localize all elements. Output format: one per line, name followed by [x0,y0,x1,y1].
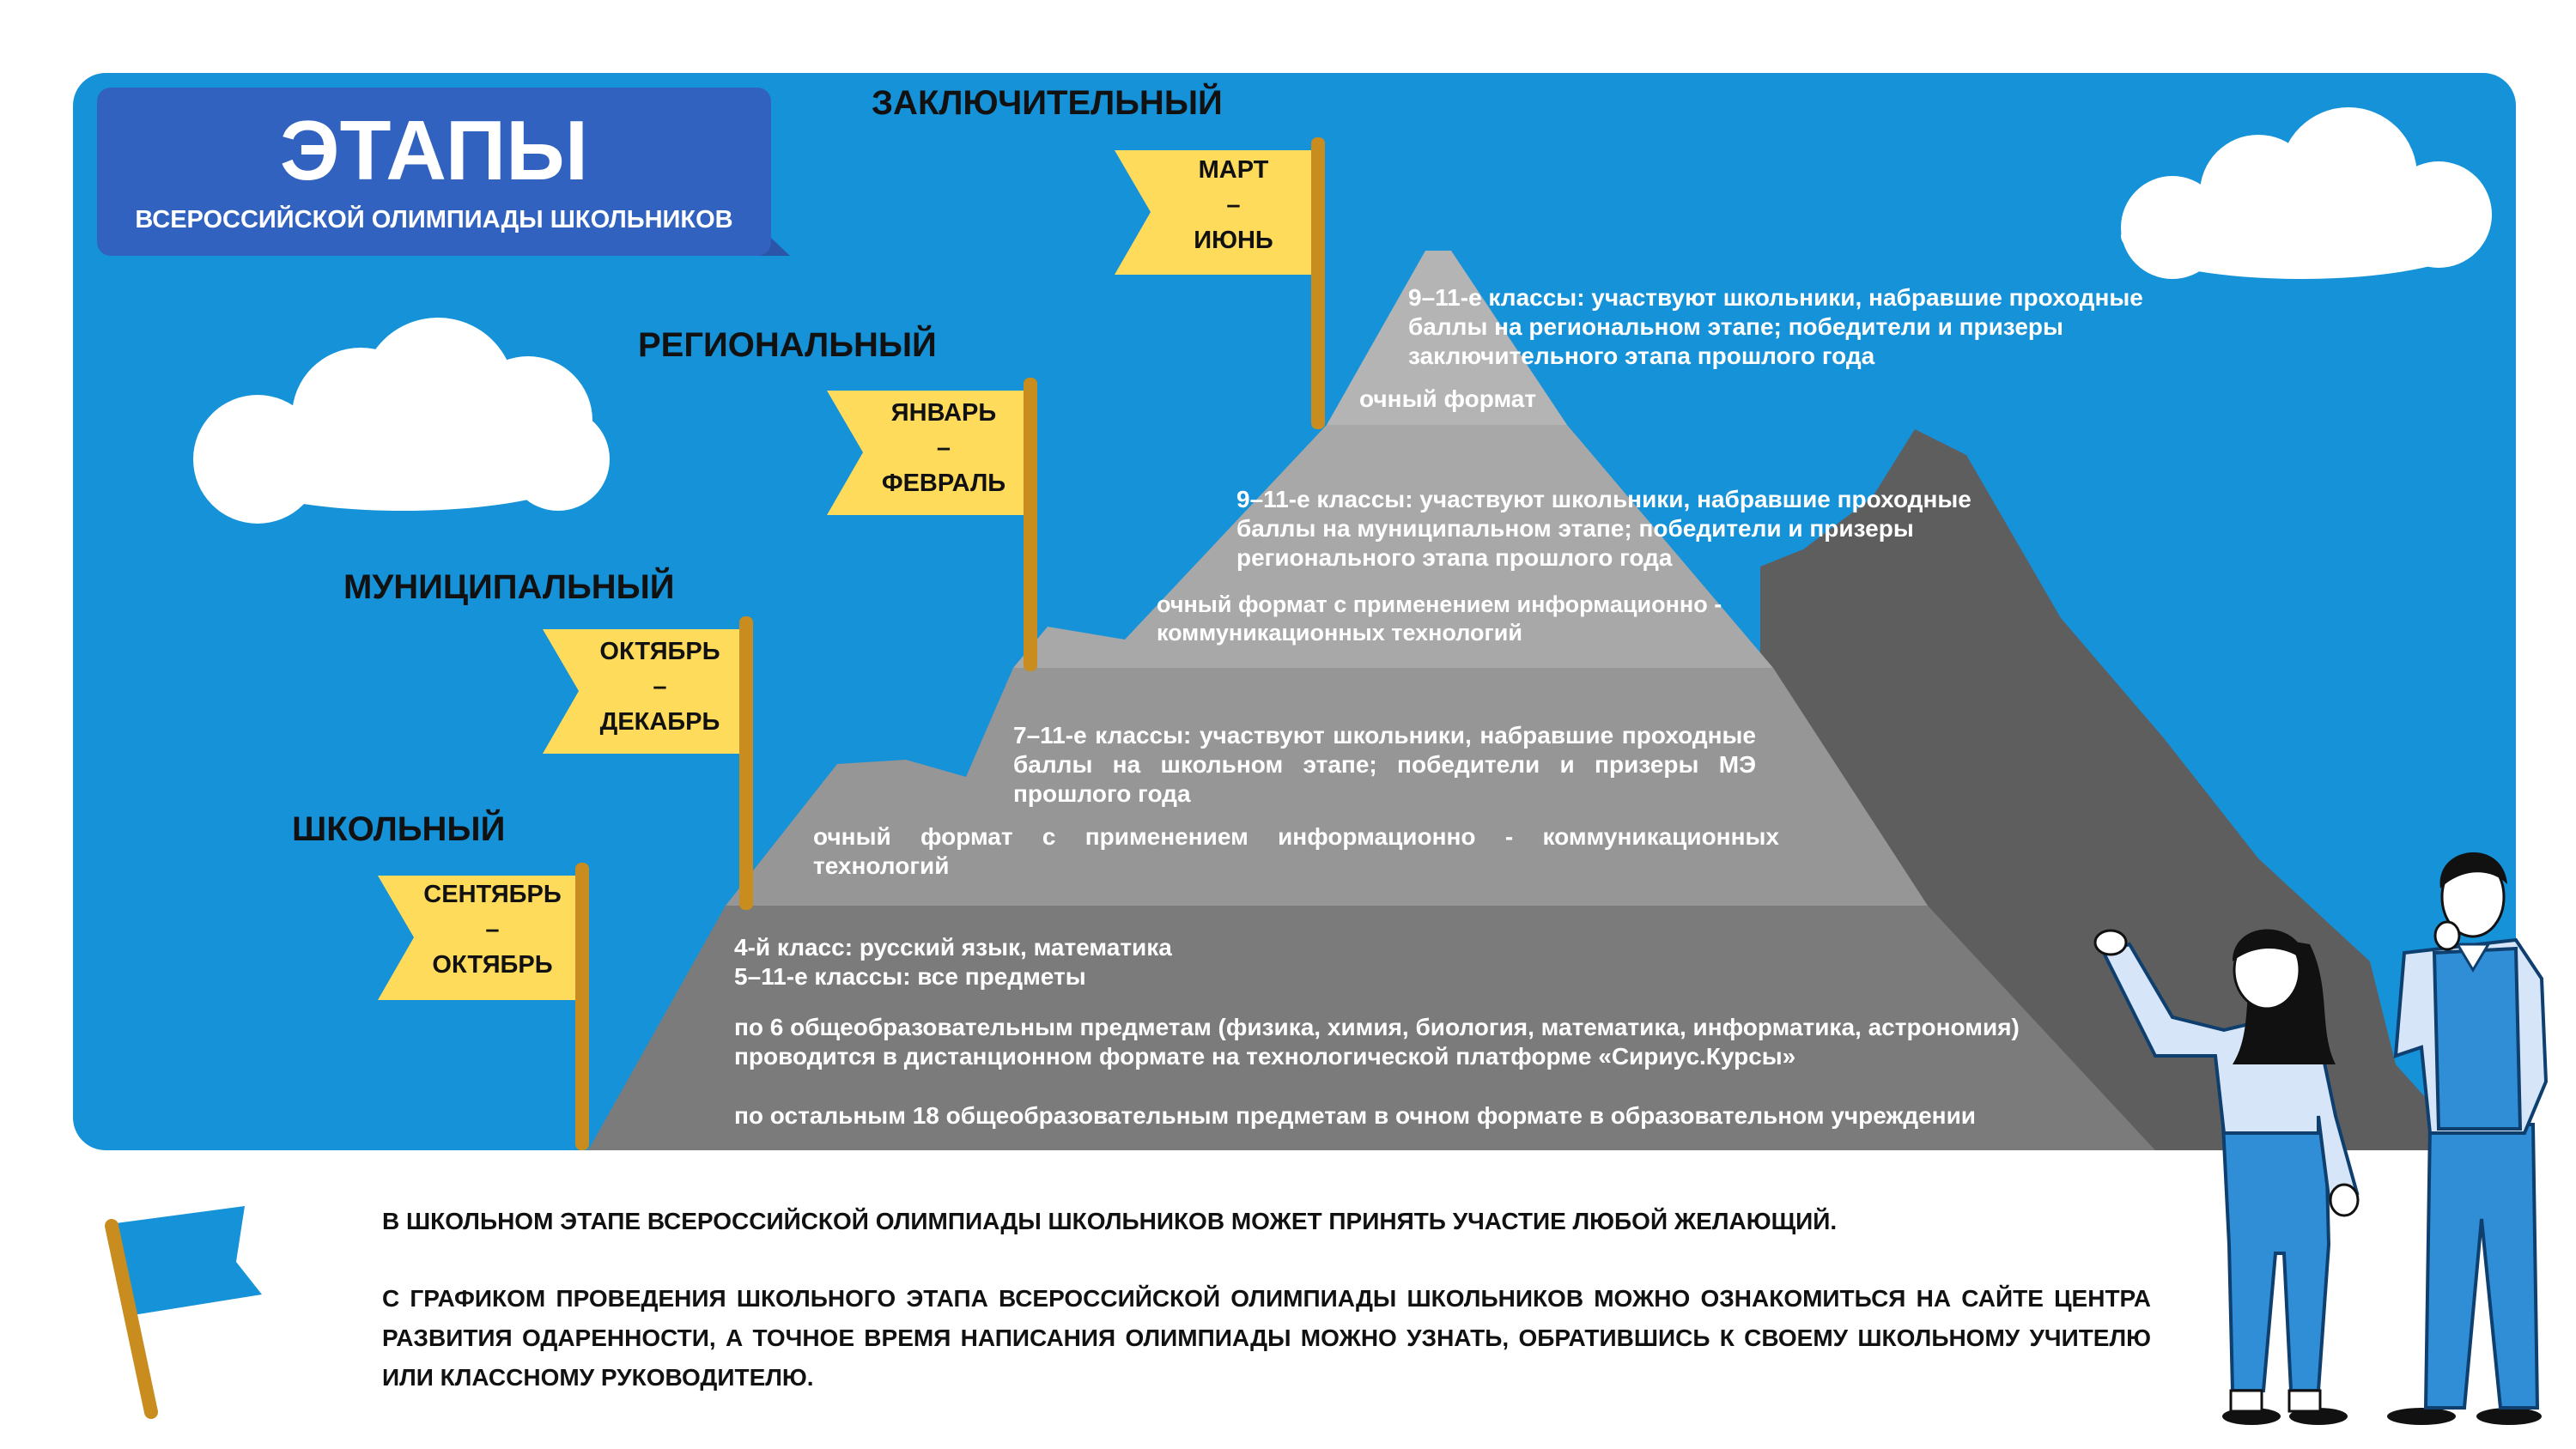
final-format: очный формат [1359,385,1537,412]
regional-format: очный формат с применением информационно - коммуникационных технологий [1157,591,1722,646]
flag-period-school-end: ОКТЯБРЬ [432,951,553,979]
note-anyone-can-participate: В ШКОЛЬНОМ ЭТАПЕ ВСЕРОССИЙСКОЙ ОЛИМПИАДЫ ШКОЛЬНИКОВ МОЖЕТ ПРИНЯТЬ УЧАСТИЕ ЛЮБОЙ ЖЕЛАЮЩИЙ. [382,1208,1838,1234]
municipal-format: очный формат с применением информационно - коммуникационных технологий [813,823,1779,879]
flag-period-municipal [575,634,744,740]
stage-name-school: ШКОЛЬНЫЙ [292,810,506,848]
note-schedule-info: С ГРАФИКОМ ПРОВЕДЕНИЯ ШКОЛЬНОГО ЭТАПА ВСЕРОССИЙСКОЙ ОЛИМПИАДЫ ШКОЛЬНИКОВ МОЖНО ОЗНАКОМИТЬСЯ НА САЙТЕ ЦЕНТРА РАЗВИТИЯ ОДАРЕННОСТИ, А ТОЧНОЕ ВРЕМЯ НАПИСАНИЯ ОЛИМПИАДЫ МОЖНО УЗНАТЬ, ОБРАТИВШИСЬ К СВОЕМУ ШКОЛЬНОМУ УЧИТЕЛЮ ИЛИ КЛАССНОМУ РУКОВОДИТЕЛЮ. [382,1285,2151,1391]
flag-period-final-start: МАРТ [1198,156,1269,184]
flag-period-final [1151,153,1316,258]
stage-name-municipal: МУНИЦИПАЛЬНЫЙ [343,568,675,606]
flag-period-school-dash: – [485,916,500,943]
stage-name-regional: РЕГИОНАЛЬНЫЙ [638,326,937,364]
flag-period-school-start: СЕНТЯБРЬ [423,881,562,908]
final-participants: 9–11-е классы: участвуют школьники, набравшие проходные баллы на региональном этапе; победители и призеры заключительного этапа прошлого года [1408,284,2143,369]
stage-name-final: ЗАКЛЮЧИТЕЛЬНЫЙ [872,84,1223,122]
municipal-participants: 7–11-е классы: участвуют школьники, набравшие проходные баллы на школьном этапе; победители и призеры МЭ прошлого года [1013,722,1756,807]
flag-period-regional-end: ФЕВРАЛЬ [881,470,1006,497]
school-participants-line-1: 4-й класс: русский язык, математика [734,934,1172,961]
school-participants [734,933,1593,991]
flag-period-municipal-end: ДЕКАБРЬ [599,708,720,736]
flag-period-regional-start: ЯНВАРЬ [890,399,997,427]
flag-period-school [405,877,580,983]
page-title: ЭТАПЫ [279,103,589,197]
school-format-in-person: по остальным 18 общеобразовательным предметам в очном формате в образовательном учреждении [734,1102,1977,1129]
regional-participants: 9–11-е классы: участвуют школьники, набравшие проходные баллы на муниципальном этапе; победители и призеры регионального этапа прошлого года [1236,486,1971,571]
flag-period-final-dash: – [1226,191,1241,219]
school-format-remote: по 6 общеобразовательным предметам (физика, химия, биология, математика, информатика, астрономия) проводится в дистанционном формате на технологической платформе «Сириус.Курсы» [734,1014,2020,1070]
flag-period-municipal-dash: – [653,673,667,700]
flag-period-final-end: ИЮНЬ [1194,227,1273,254]
school-participants-line-2: 5–11-е классы: все предметы [734,963,1086,990]
page-subtitle: ВСЕРОССИЙСКОЙ ОЛИМПИАДЫ ШКОЛЬНИКОВ [135,206,733,233]
blue-flag-icon [112,1206,262,1412]
flag-period-municipal-start: ОКТЯБРЬ [599,638,720,665]
flag-period-regional [859,396,1029,501]
flag-period-regional-dash: – [936,434,951,462]
